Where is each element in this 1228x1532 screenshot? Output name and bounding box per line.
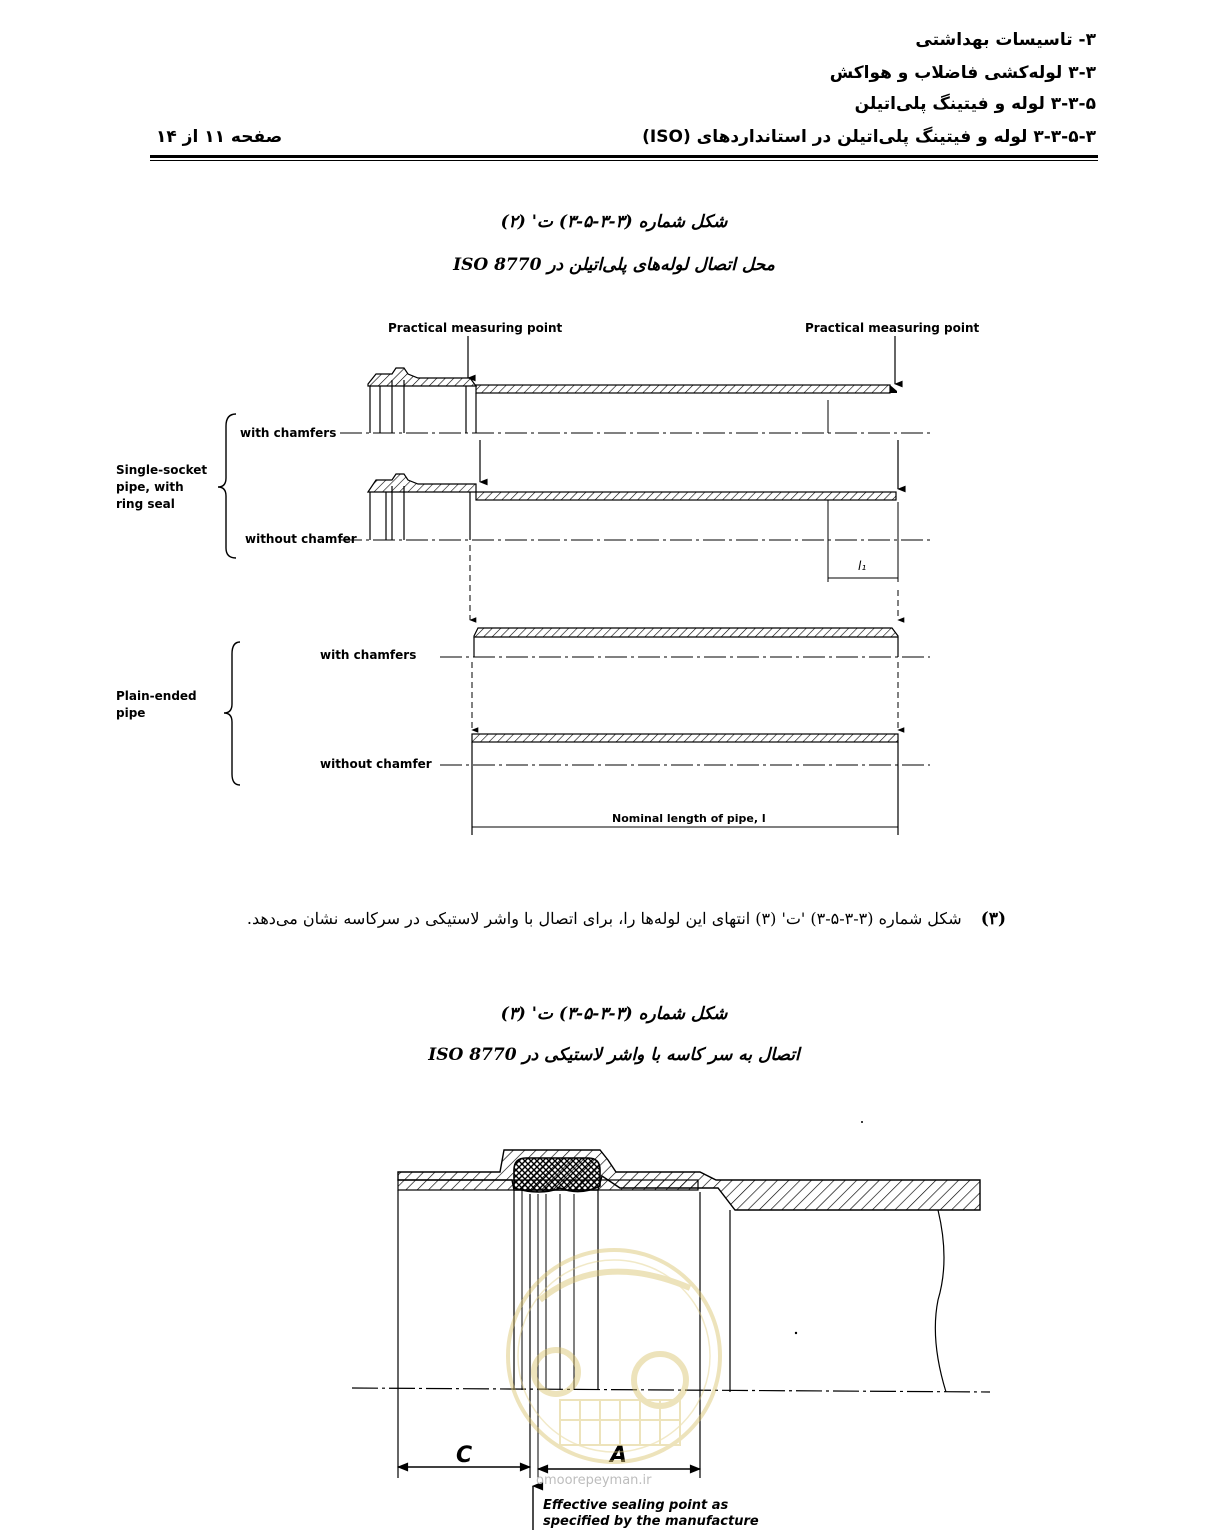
without-chamfer-label-2: without chamfer [320,757,432,771]
paragraph-text: شکل شماره (۳-۳-۵-۳) 'ت' (۳) انتهای این لوله‌ها را، برای اتصال با واشر لاستیکی در سرکاسه نشان می‌دهد. [246,909,962,928]
rubber-seal-ring [514,1158,600,1192]
single-socket-label: Single-socket pipe, with ring seal [116,463,208,511]
socket-ring-seal-diagram [0,1100,1228,1532]
socket-pipe-without-chamfer [368,474,896,582]
publisher-watermark-logo [508,1250,720,1462]
plain-pipe-with-chamfers [474,628,898,657]
header-rule-thin [150,160,1098,161]
measuring-point-right-label: Practical measuring point [805,321,980,335]
sealing-point-label: Effective sealing point as specified by the manufacture [543,1498,759,1529]
figure3-title: اتصال به سر کاسه با واشر لاستیکی در ISO 8770 [428,1045,800,1065]
with-chamfers-label-2: with chamfers [320,648,417,662]
figure3-caption: شکل شماره (۳-۳-۵-۳) ت' (۳) [500,1004,728,1024]
page-number: صفحه ۱۱ از ۱۴ [156,127,283,147]
with-chamfers-label-1: with chamfers [240,426,337,440]
plain-ended-label: Plain-ended pipe [116,689,197,720]
dimension-a-label: A [610,1443,628,1468]
figure2-caption: شکل شماره (۳-۳-۵-۳) ت' (۲) [500,212,728,232]
pipe-joint-diagram [0,300,1228,850]
brace-single-socket [218,414,236,558]
l1-label: l₁ [858,559,867,573]
socket-pipe-with-chamfers [368,368,897,433]
paragraph-3 [247,909,1006,929]
watermark-text: omoorepeyman.ir [536,1473,652,1488]
section-title: ۳- تاسیسات بهداشتی [915,30,1096,50]
figure2-title: محل اتصال لوله‌های پلی‌اتیلن در ISO 8770 [453,255,775,275]
subsubsection-title: ۳-۳-۵ لوله و فیتینگ پلی‌اتیلن [854,94,1096,114]
subsection-title: ۳-۳ لوله‌کشی فاضلاب و هواکش [829,63,1096,83]
measuring-point-left-label: Practical measuring point [388,321,563,335]
header-rule [150,155,1098,158]
without-chamfer-label-1: without chamfer [245,532,357,546]
nominal-length-label: Nominal length of pipe, l [612,812,766,825]
dimension-c-label: C [456,1443,473,1468]
paragraph-number: (۳) [980,909,1006,929]
brace-plain-ended [224,642,240,785]
topic-title: ۳-۳-۵-۳ لوله و فیتینگ پلی‌اتیلن در استانداردهای (ISO) [642,127,1096,147]
